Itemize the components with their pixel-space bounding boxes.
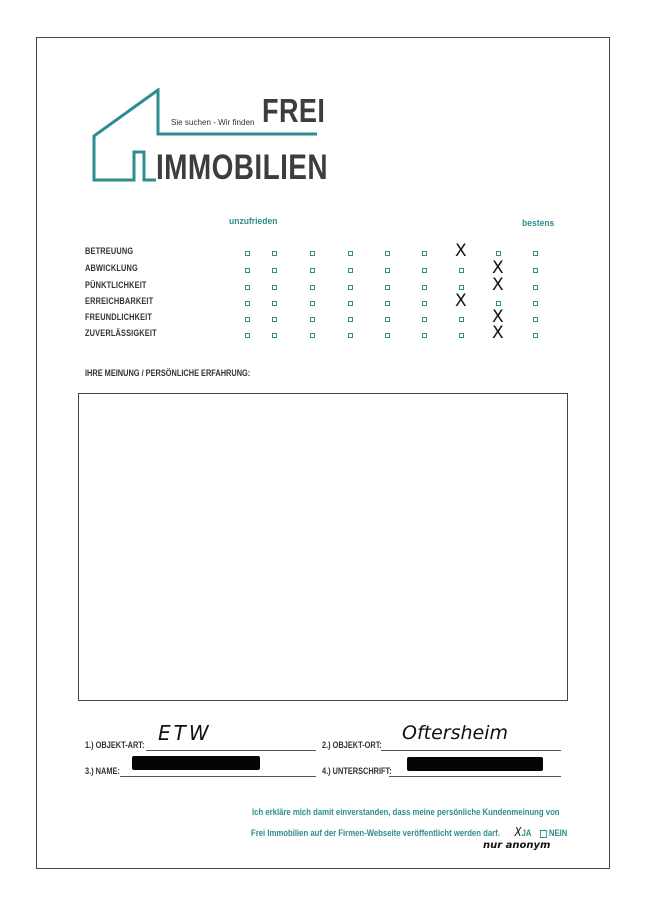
rating-checkbox[interactable] [422,285,427,290]
rating-checkbox[interactable] [459,317,464,322]
rating-checkbox[interactable] [348,317,353,322]
rating-check-mark-icon[interactable]: X [455,241,467,261]
rating-checkbox[interactable] [422,317,427,322]
opinion-label: IHRE MEINUNG / PERSÖNLICHE ERFAHRUNG: [85,368,251,378]
name-label: 3.) NAME: [85,766,120,776]
rating-check-mark-icon[interactable]: X [492,258,504,278]
rating-check-mark-icon[interactable]: X [492,307,504,327]
rating-checkbox[interactable] [459,333,464,338]
rating-checkbox[interactable] [533,285,538,290]
rating-checkbox[interactable] [348,333,353,338]
rating-checkbox[interactable] [272,285,277,290]
rating-checkbox[interactable] [533,333,538,338]
rating-checkbox[interactable] [348,285,353,290]
rating-checkbox[interactable] [310,317,315,322]
name-field[interactable] [120,776,316,777]
rating-checkbox[interactable] [422,301,427,306]
consent-yes-check-icon: X [514,825,522,839]
rating-checkbox[interactable] [245,333,250,338]
rating-checkbox[interactable] [459,285,464,290]
signature-redaction [407,757,543,771]
rating-checkbox[interactable] [385,333,390,338]
rating-checkbox[interactable] [245,268,250,273]
objekt-art-field[interactable] [146,750,316,751]
rating-checkbox[interactable] [348,301,353,306]
rating-checkbox[interactable] [385,268,390,273]
consent-yes-label[interactable]: JA [521,828,532,838]
brand-name-bottom: IMMOBILIEN [156,148,328,187]
objekt-art-value: ETW [158,721,212,745]
rating-checkbox[interactable] [348,251,353,256]
unterschrift-field[interactable] [389,776,561,777]
rating-checkbox[interactable] [422,268,427,273]
scale-label-high: bestens [522,218,555,229]
objekt-ort-value: Oftersheim [402,722,509,744]
rating-checkbox[interactable] [385,285,390,290]
rating-checkbox[interactable] [272,251,277,256]
rating-checkbox[interactable] [385,251,390,256]
rating-checkbox[interactable] [533,268,538,273]
rating-checkbox[interactable] [459,268,464,273]
rating-checkbox[interactable] [422,333,427,338]
unterschrift-label: 4.) UNTERSCHRIFT: [322,766,392,776]
consent-no-checkbox[interactable] [540,830,547,838]
consent-text: Frei Immobilien auf der Firmen-Webseite veröffentlicht werden darf. [251,828,500,838]
rating-checkbox[interactable] [272,333,277,338]
rating-checkbox[interactable] [533,301,538,306]
rating-checkbox[interactable] [245,317,250,322]
rating-checkbox[interactable] [272,317,277,322]
rating-checkbox[interactable] [310,333,315,338]
scale-label-low: unzufrieden [229,216,278,227]
rating-checkbox[interactable] [496,251,501,256]
rating-checkbox[interactable] [496,301,501,306]
rating-checkbox[interactable] [245,251,250,256]
rating-checkbox[interactable] [310,251,315,256]
brand-name-top: FREI [262,92,326,129]
rating-checkbox[interactable] [385,317,390,322]
rating-checkbox[interactable] [272,301,277,306]
logo-tagline: Sie suchen - Wir finden [171,117,255,127]
objekt-art-label: 1.) OBJEKT-ART: [85,740,145,750]
rating-checkbox[interactable] [533,251,538,256]
rating-checkbox[interactable] [533,317,538,322]
rating-checkbox[interactable] [245,301,250,306]
rating-checkbox[interactable] [245,285,250,290]
opinion-textarea[interactable] [78,393,568,701]
rating-checkbox[interactable] [422,251,427,256]
rating-checkbox[interactable] [272,268,277,273]
consent-handwritten-note: nur anonym [483,840,551,851]
criterion-label: ZUVERLÄSSIGKEIT [85,328,157,338]
criterion-label: BETREUUNG [85,246,134,256]
consent-line-2 [251,825,567,839]
consent-no-label: NEIN [548,828,568,838]
criterion-label: FREUNDLICHKEIT [85,312,153,322]
rating-checkbox[interactable] [310,301,315,306]
rating-check-mark-icon[interactable]: X [492,275,504,295]
rating-checkbox[interactable] [310,285,315,290]
consent-line-1: Ich erkläre mich damit einverstanden, dass meine persönliche Kundenmeinung von [252,807,560,817]
rating-checkbox[interactable] [348,268,353,273]
rating-check-mark-icon[interactable]: X [455,291,467,311]
rating-checkbox[interactable] [385,301,390,306]
rating-check-mark-icon[interactable]: X [492,323,504,343]
objekt-ort-label: 2.) OBJEKT-ORT: [322,740,382,750]
criterion-label: ERREICHBARKEIT [85,296,154,306]
objekt-ort-field[interactable] [381,750,561,751]
rating-checkbox[interactable] [310,268,315,273]
criterion-label: ABWICKLUNG [85,263,138,273]
name-redaction [132,756,260,770]
criterion-label: PÜNKTLICHKEIT [85,280,147,290]
